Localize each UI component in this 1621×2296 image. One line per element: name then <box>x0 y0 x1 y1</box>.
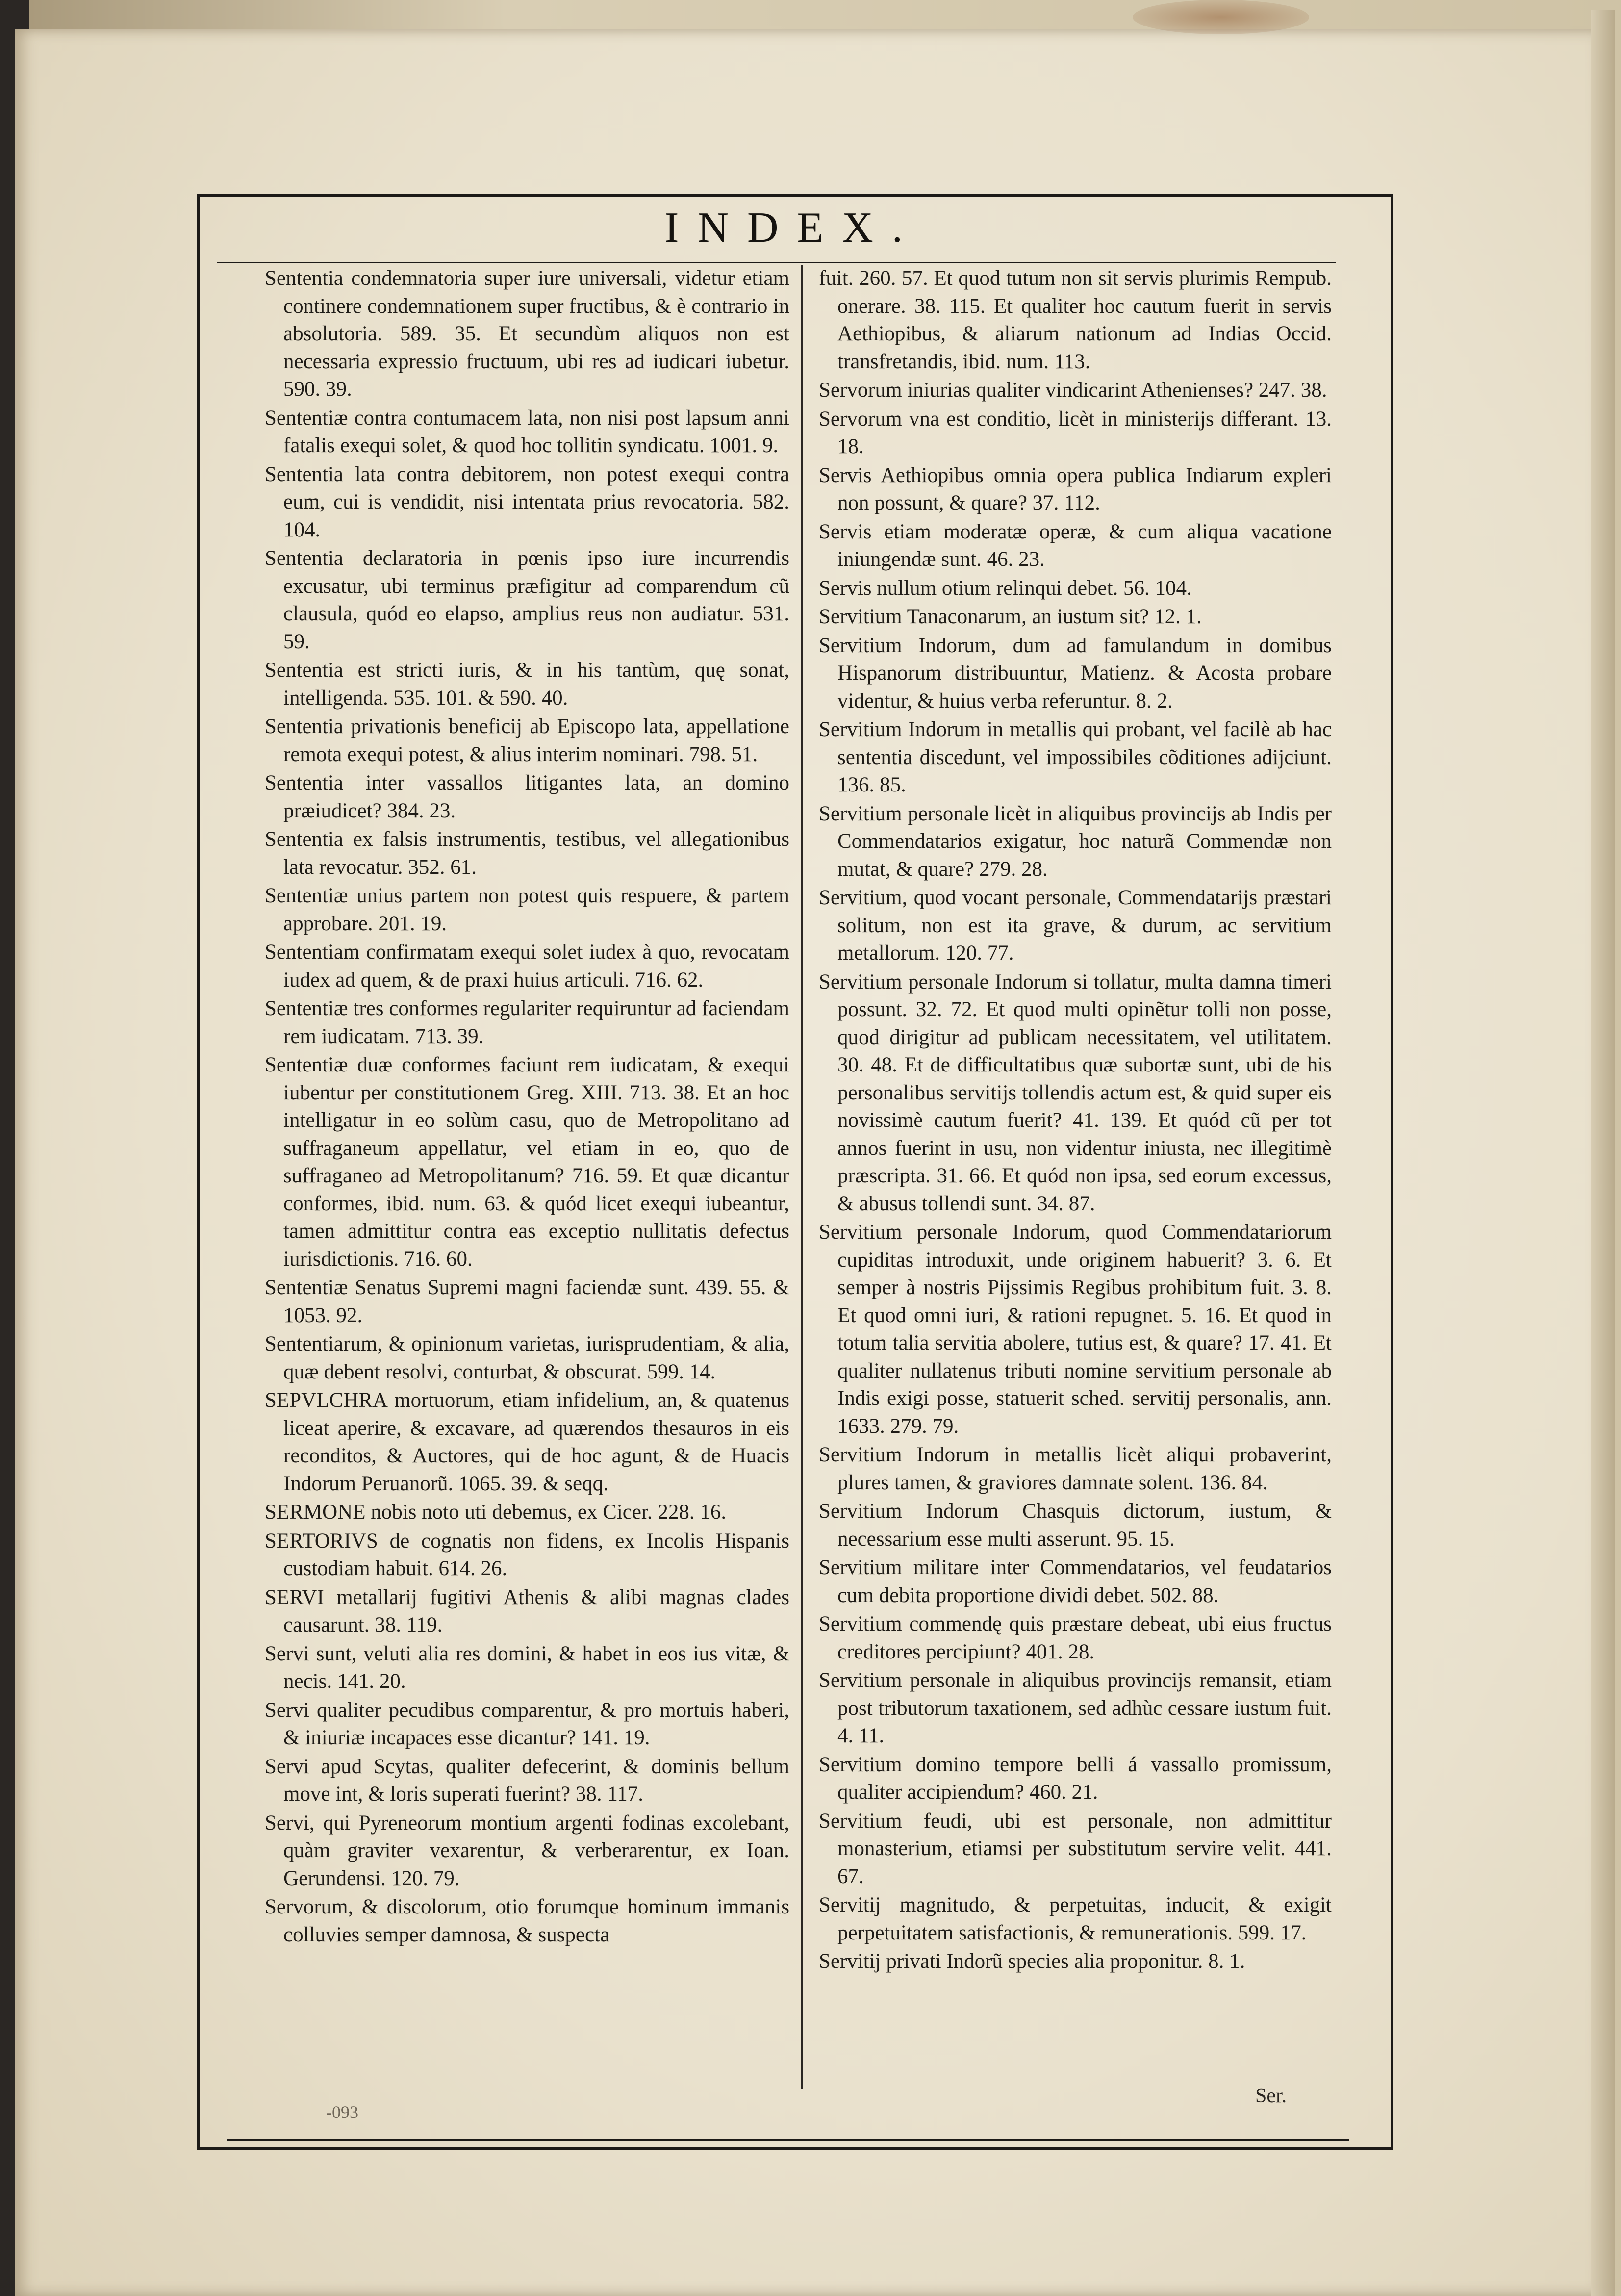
index-entry: Sententia est stricti iuris, & in his tantùm, quę sonat, intelligenda. 535. 101. & 590. 40. <box>265 659 789 710</box>
index-entry: Servitium domino tempore belli á vassallo promissum, qualiter accipiendum? 460. 21. <box>819 1753 1332 1804</box>
page-edge <box>1591 10 1615 2296</box>
index-entry: Servi, qui Pyreneorum montium argenti fodinas excolebant, quàm graviter vexarentur, & verberarentur, ex Ioan. Gerundensi. 120. 79. <box>265 1811 789 1890</box>
index-entry: Sententia privationis beneficij ab Episcopo lata, appellatione remota exequi potest, & alius interim nominari. 798. 51. <box>265 715 789 766</box>
index-entry: Servitium feudi, ubi est personale, non admittitur monasterium, etiamsi per substitutum servire velit. 441. 67. <box>819 1809 1332 1888</box>
page-title: INDEX. <box>664 204 921 252</box>
index-entry: fuit. 260. 57. Et quod tutum non sit servis plurimis Rempub. onerare. 38. 115. Et qualiter hoc cautum fuerit in servis Aethiopibus, & aliarum nationum ad Indias Occid. transfretandis, ibid. num. 113. <box>819 267 1332 373</box>
index-entry: Servi apud Scytas, qualiter defecerint, & dominis bellum move int, & loris superati fuerint? 38. 117. <box>265 1755 789 1806</box>
index-entry: Servis nullum otium relinqui debet. 56. 104. <box>819 576 1192 600</box>
index-entry: Servi sunt, veluti alia res domini, & habet in eos ius vitæ, & necis. 141. 20. <box>265 1642 789 1693</box>
index-entry: Servitium Tanaconarum, an iustum sit? 12. 1. <box>819 605 1202 628</box>
index-entry: Sententiæ duæ conformes faciunt rem iudicatam, & exequi iubentur per constitutionem Greg. XIII. 713. 38. Et an hoc intelligatur in eo solùm casu, quo de Metropolitano ad suffraganeum appellatur, vel etiam in eo, quo de suffraganeo ad Metropolitanum? 716. 59. Et quæ dicantur conformes, ibid. num. 63. & quód licet exequi iubeantur, tamen admittitur contra eas exceptio nullitatis defectus iurisdictionis. 716. 60. <box>265 1053 789 1271</box>
index-entry: Sententiæ Senatus Supremi magni faciendæ sunt. 439. 55. & 1053. 92. <box>265 1276 789 1327</box>
index-column-left <box>265 265 789 2079</box>
index-entry: Servitium Indorum in metallis qui probant, vel facilè ab hac sententia discedunt, vel impossibiles cõditiones adijciunt. 136. 85. <box>819 718 1332 796</box>
index-entry: Servitium Indorum in metallis licèt aliqui probaverint, plures tamen, & graviores damnate solent. 136. 84. <box>819 1443 1332 1494</box>
index-entry: Servitium personale in aliquibus provincijs remansit, etiam post tributorum taxationem, sed adhùc cessare iustum fuit. 4. 11. <box>819 1669 1332 1747</box>
index-entry: Servitium militare inter Commendatarios, vel feudatarios cum debita proportione dividi debet. 502. 88. <box>819 1556 1332 1607</box>
index-entry: Servitium personale Indorum si tollatur, multa damna timeri possunt. 32. 72. Et quod multi opinẽtur tolli non posse, quod dirigitur ad publicam necessitatem, vel utilitatem. 30. 48. Et de difficultatibus quæ subortæ sunt, ubi de his personalibus servitijs tollendis actum est, & quid super eis novissimè cautum fuerit? 41. 139. Et quód cũ per tot annos fuerint in usu, non videntur iniusta, nec illegitimè præscripta. 31. 66. Et quód non ipsa, sed eorum excessus, & abusus tollendi sunt. 34. 87. <box>819 970 1332 1215</box>
index-entry: Servitium Indorum, dum ad famulandum in domibus Hispanorum distribuuntur, Matienz. & Acosta probare videntur, & huius verba referuntur. 8. 2. <box>819 634 1332 713</box>
index-entry: Servis etiam moderatæ operæ, & cum aliqua vacatione iniungendæ sunt. 46. 23. <box>819 520 1332 571</box>
index-entry: Servitium, quod vocant personale, Commendatarijs præstari solitum, non est ita grave, & durum, ac servitium metallorum. 120. 77. <box>819 886 1332 965</box>
index-entry: Servitium personale Indorum, quod Commendatariorum cupiditas introduxit, unde originem habuerit? 3. 6. Et semper à nostris Pijssimis Regibus prohibitum fuit. 3. 8. Et quod omni iuri, & rationi repugnet. 5. 16. Et quod in totum talia servitia abolere, tutius est, & quare? 17. 41. Et qualiter nullatenus tributi nomine servitium personale ab Indis exigi posse, statuerit sched. servitij personalis, ann. 1633. 279. 79. <box>819 1221 1332 1438</box>
index-entry: Servorum, & discolorum, otio forumque hominum immanis colluvies semper damnosa, & suspecta <box>265 1895 789 1946</box>
catchword: Ser. <box>1255 2085 1287 2107</box>
index-entry: Sententiæ unius partem non potest quis respuere, & partem approbare. 201. 19. <box>265 884 789 935</box>
index-entry: SERVI metallarij fugitivi Athenis & alibi magnas clades causarunt. 38. 119. <box>265 1585 789 1636</box>
index-entry: SERTORIVS de cognatis non fidens, ex Incolis Hispanis custodiam habuit. 614. 26. <box>265 1529 789 1580</box>
index-entry: Servitium personale licèt in aliquibus provincijs ab Indis per Commendatarios exigatur, hoc naturã Commendæ non mutat, & quare? 279. 28. <box>819 802 1332 881</box>
index-entry: Sententia ex falsis instrumentis, testibus, vel allegationibus lata revocatur. 352. 61. <box>265 828 789 879</box>
bottom-rule <box>227 2139 1349 2141</box>
index-entry: Sententia inter vassallos litigantes lata, an domino præiudicet? 384. 23. <box>265 771 789 822</box>
index-entry: Servorum iniurias qualiter vindicarint Athenienses? 247. 38. <box>819 379 1327 402</box>
index-entry: Servi qualiter pecudibus comparentur, & pro mortuis haberi, & iniuriæ incapaces esse dicantur? 141. 19. <box>265 1698 789 1749</box>
index-entry: Servorum vna est conditio, licèt in ministerijs differant. 13. 18. <box>819 407 1332 458</box>
index-entry: Sententia lata contra debitorem, non potest exequi contra eum, cui is vendidit, nisi intentata prius revocatoria. 582. 104. <box>265 462 789 541</box>
index-entry: Servitij magnitudo, & perpetuitas, inducit, & exigit perpetuitatem satisfactionis, & remunerationis. 599. 17. <box>819 1893 1332 1944</box>
index-entry: Sententiæ tres conformes regulariter requiruntur ad faciendam rem iudicatam. 713. 39. <box>265 997 789 1048</box>
page-mark: -093 <box>326 2102 358 2122</box>
index-column-right <box>819 265 1332 2079</box>
index-entry: Servitium Indorum Chasquis dictorum, iustum, & necessarium esse multi asserunt. 95. 15. <box>819 1500 1332 1551</box>
index-entry: Sententiarum, & opinionum varietas, iurisprudentiam, & alia, quæ debent resolvi, conturbat, & obscurat. 599. 14. <box>265 1332 789 1383</box>
index-entry: Sententia condemnatoria super iure universali, videtur etiam continere condemnationem super fructibus, & è contrario in absolutoria. 589. 35. Et secundùm aliquos non est necessaria expressio fructuum, ubi res ad iudicari iubetur. 590. 39. <box>265 267 789 401</box>
index-entry: Servitij privati Indorũ species alia proponitur. 8. 1. <box>819 1950 1245 1973</box>
foxing-stain <box>1133 0 1309 34</box>
index-entry: Servitium commendę quis præstare debeat, ubi eius fructus creditores percipiunt? 401. 28. <box>819 1612 1332 1663</box>
column-divider <box>801 265 803 2089</box>
index-entry: SERMONE nobis noto uti debemus, ex Cicer. 228. 16. <box>265 1501 727 1524</box>
index-entry: SEPVLCHRA mortuorum, etiam infidelium, an, & quatenus liceat aperire, & excavare, ad quærendos thesauros in eis reconditos, & Auctores, qui de hoc agunt, & de Huacis Indorum Peruanorũ. 1065. 39. & seqq. <box>265 1389 789 1495</box>
index-entry: Sententiæ contra contumacem lata, non nisi post lapsum anni fatalis exequi solet, & quod hoc tollitin syndicatu. 1001. 9. <box>265 406 789 457</box>
index-entry: Sententia declaratoria in pœnis ipso iure incurrendis excusatur, ubi terminus præfigitur ad comparendum cũ clausula, quód eo elapso, amplius reus non audiatur. 531. 59. <box>265 547 789 653</box>
index-entry: Sententiam confirmatam exequi solet iudex à quo, revocatam iudex ad quem, & de praxi huius articuli. 716. 62. <box>265 941 789 992</box>
index-entry: Servis Aethiopibus omnia opera publica Indiarum expleri non possunt, & quare? 37. 112. <box>819 463 1332 514</box>
